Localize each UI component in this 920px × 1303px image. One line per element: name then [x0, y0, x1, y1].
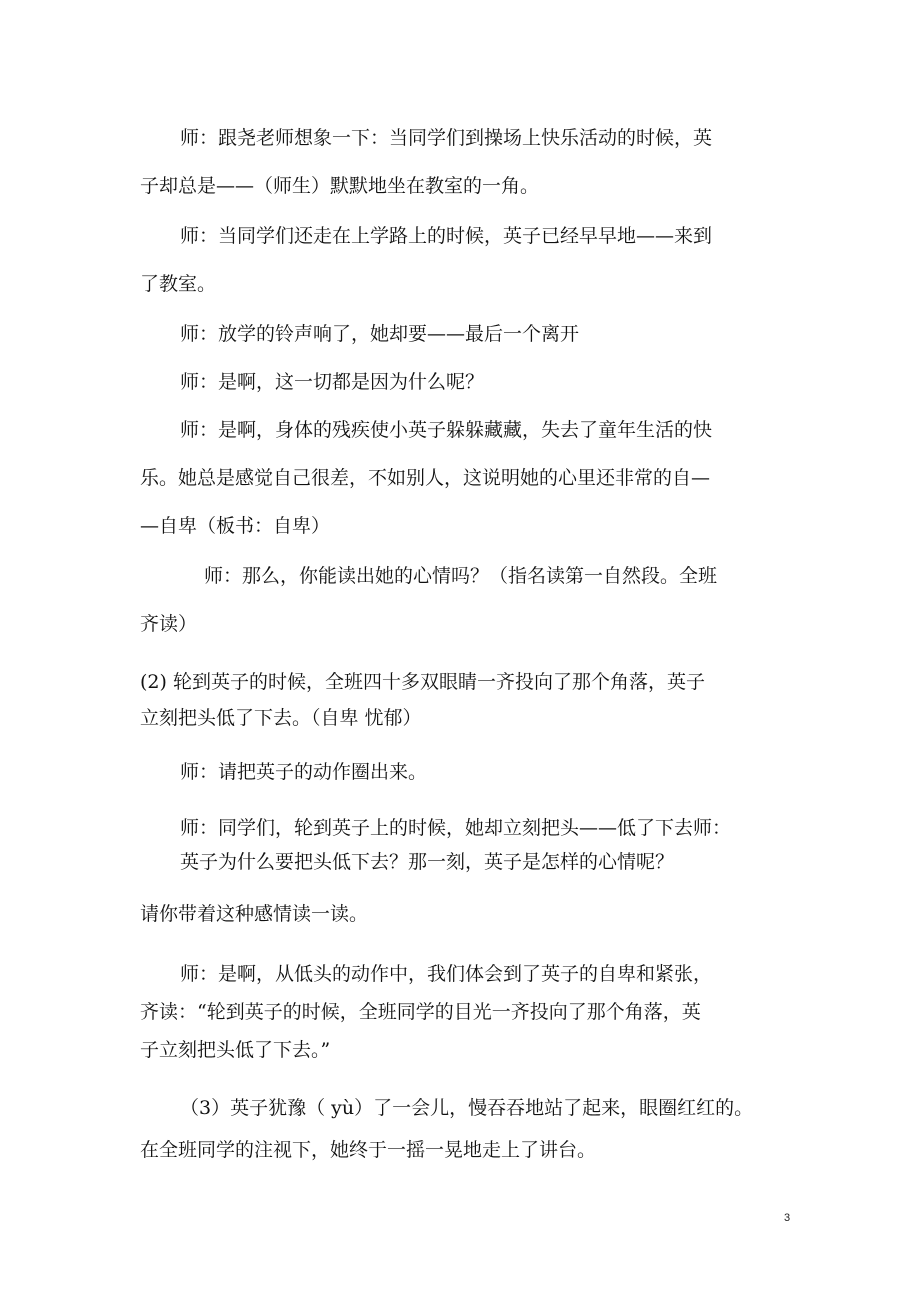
text-line: (2) 轮到英子的时候，全班四十多双眼睛一齐投向了那个角落，英子 [140, 671, 705, 693]
text-line: 子立刻把头低了下去。” [140, 1039, 331, 1061]
text-line: 乐。她总是感觉自己很差，不如别人，这说明她的心里还非常的自— [140, 467, 711, 489]
text-line: 师：请把英子的动作圈出来。 [180, 761, 428, 783]
text-line: 齐读：“轮到英子的时候，全班同学的目光一齐投向了那个角落，英 [140, 1001, 701, 1023]
text-line: —自卑（板书：自卑） [140, 515, 331, 537]
text-line: 在全班同学的注视下，她终于一摇一晃地走上了讲台。 [140, 1139, 597, 1161]
text-line: 立刻把头低了下去。（自卑 忧郁） [140, 707, 422, 729]
text-line: 师：跟尧老师想象一下：当同学们到操场上快乐活动的时候，英 [180, 127, 713, 149]
text-line: 英子为什么要把头低下去？那一刻，英子是怎样的心情呢？ [180, 851, 675, 873]
text-line: 请你带着这种感情读一读。 [140, 903, 369, 925]
text-line: 师：同学们，轮到英子上的时候，她却立刻把头——低了下去师： [180, 817, 732, 839]
text-line: 师：当同学们还走在上学路上的时候，英子已经早早地——来到 [180, 225, 713, 247]
text-line: 齐读） [140, 613, 198, 635]
text-line: 师：是啊，身体的残疾使小英子躲躲藏藏，失去了童年生活的快 [180, 419, 713, 441]
text-line: 师：放学的铃声响了，她却要——最后一个离开 [180, 323, 580, 345]
text-line: 子却总是——（师生）默默地坐在教室的一角。 [140, 175, 540, 197]
text-line: 了教室。 [140, 273, 217, 295]
page-number: 3 [784, 1212, 791, 1224]
text-line: 师：那么，你能读出她的心情吗？（指名读第一自然段。全班 [204, 565, 718, 587]
text-line: （3）英子犹豫（ yù）了一会儿，慢吞吞地站了起来，眼圈红红的。 [180, 1097, 754, 1119]
text-line: 师：是啊，这一切都是因为什么呢？ [180, 371, 485, 393]
text-line: 师：是啊，从低头的动作中，我们体会到了英子的自卑和紧张， [180, 963, 713, 985]
